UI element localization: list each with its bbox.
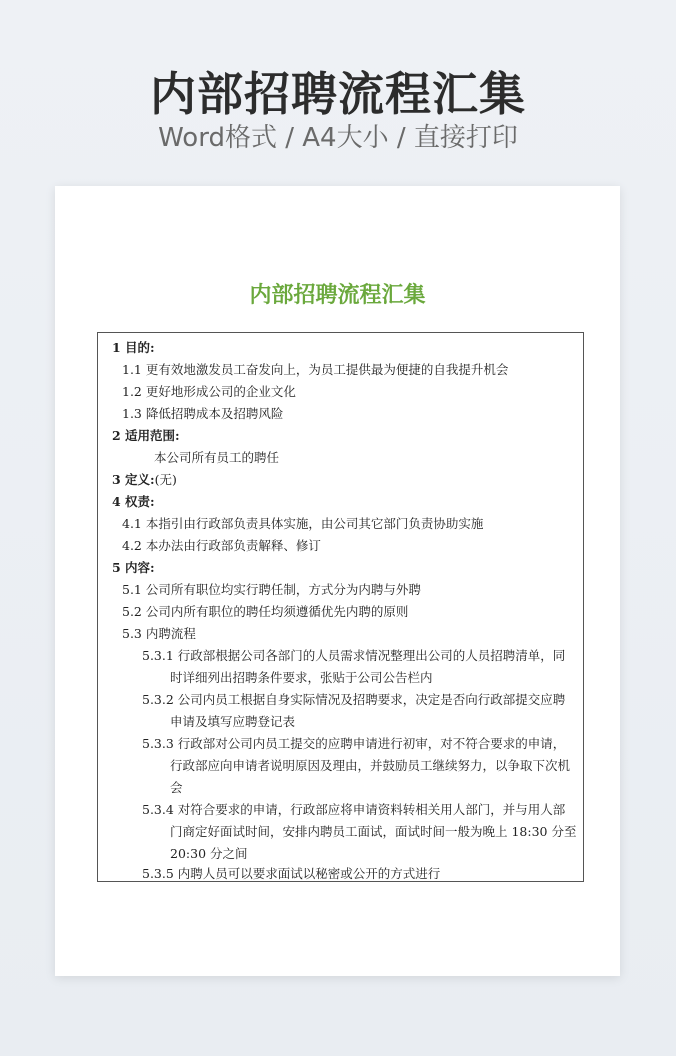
process-5-3-2-line-1: 5.3.2 公司内员工根据自身实际情况及招聘要求，决定是否向行政部提交应聘 [142,692,566,707]
content-box [97,332,584,882]
process-5-3-4-line-1: 5.3.4 对符合要求的申请，行政部应将申请资料转相关用人部门，并与用人部 [142,802,566,817]
process-5-3-3-line-2: 行政部应向申请者说明原因及理由，并鼓励员工继续努力，以争取下次机 [170,758,571,773]
process-5-3-4-line-3: 20:30 分之间 [170,846,248,861]
process-5-3-3-line-3: 会 [170,780,183,795]
process-5-3-5: 5.3.5 内聘人员可以要求面试以秘密或公开的方式进行 [142,866,441,881]
section-5-item-3: 5.3 内聘流程 [122,626,196,641]
section-2-body: 本公司所有员工的聘任 [154,450,280,465]
process-5-3-3-line-1: 5.3.3 行政部对公司内员工提交的应聘申请进行初审，对不符合要求的申请， [142,736,566,751]
section-3-heading: 3 定义: [112,472,155,487]
section-3-line [112,471,177,489]
process-5-3-2-line-2: 申请及填写应聘登记表 [170,714,296,729]
section-5-item-1: 5.1 公司所有职位均实行聘任制，方式分为内聘与外聘 [122,582,421,597]
banner-subtitle: Word格式 / A4大小 / 直接打印 [158,123,518,153]
process-5-3-4-line-2: 门商定好面试时间，安排内聘员工面试，面试时间一般为晚上 18:30 分至 [170,824,577,839]
section-1-item-3: 1.3 降低招聘成本及招聘风险 [122,406,284,421]
process-5-3-1-line-2: 时详细列出招聘条件要求，张贴于公司公告栏内 [170,670,433,685]
section-5-item-2: 5.2 公司内所有职位的聘任均须遵循优先内聘的原则 [122,604,409,619]
section-1-item-2: 1.2 更好地形成公司的企业文化 [122,384,296,399]
document-page [55,186,620,976]
banner-title: 内部招聘流程汇集 [150,67,526,121]
section-1-heading: 1 目的: [112,340,155,355]
document-title: 内部招聘流程汇集 [249,283,426,308]
section-1-item-1: 1.1 更有效地激发员工奋发向上，为员工提供最为便捷的自我提升机会 [122,362,509,377]
section-4-item-2: 4.2 本办法由行政部负责解释、修订 [122,538,321,553]
section-3-body: (无) [154,472,177,487]
section-4-item-1: 4.1 本指引由行政部负责具体实施，由公司其它部门负责协助实施 [122,516,484,531]
section-2-heading: 2 适用范围: [112,428,180,443]
section-5-heading: 5 内容: [112,560,155,575]
process-5-3-1-line-1: 5.3.1 行政部根据公司各部门的人员需求情况整理出公司的人员招聘清单，同 [142,648,566,663]
section-4-heading: 4 权责: [112,494,155,509]
